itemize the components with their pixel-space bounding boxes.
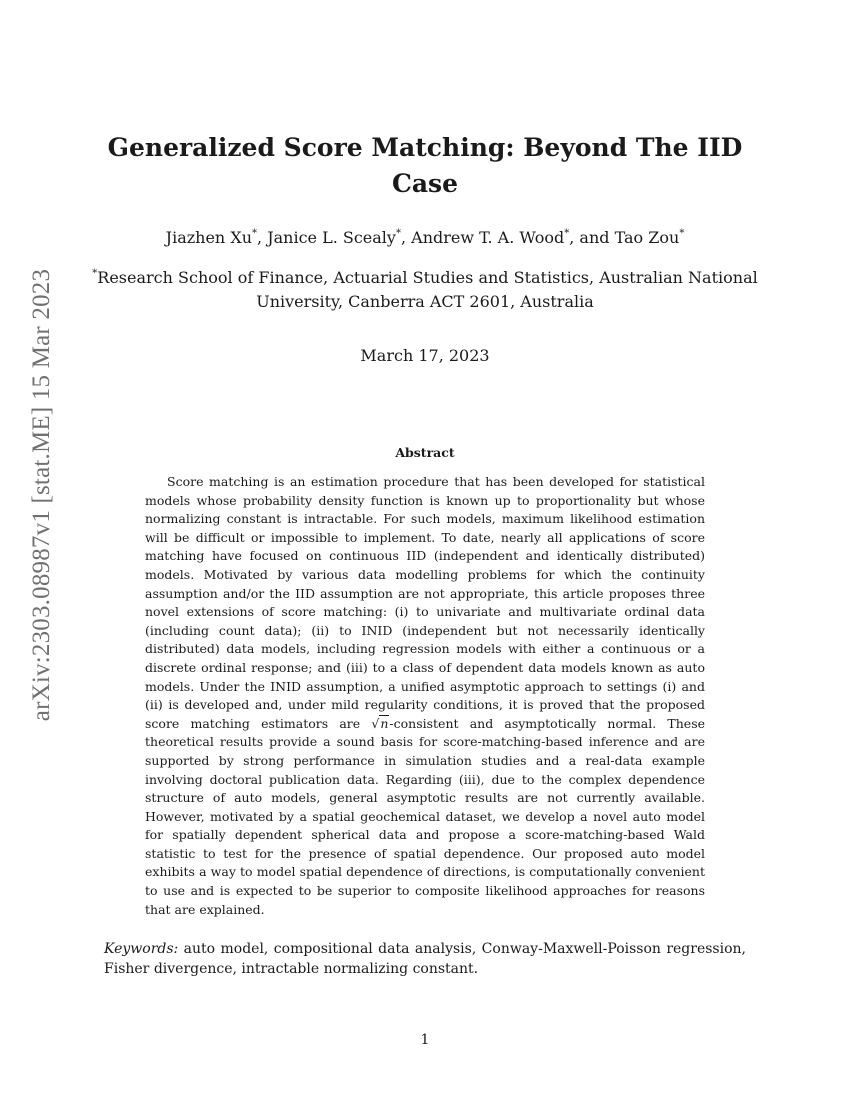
keywords-label: Keywords: [104, 941, 179, 957]
author-name: Jiazhen Xu [165, 228, 253, 247]
abstract-text-part-2: -consistent and asymptotically normal. These theoretical results provide a sound basis for score-matching-based inference and are supported by strong performance in simulation studies and a real-data example involving doctoral publication data. Regarding (iii), due to the complex dependence structure of auto models, general asymptotic results are not currently available. However, motivated by a spatial geochemical dataset, we develop a novel auto model for spatially dependent spherical data and propose a score-matching-based Wald statistic to test for the presence of spatial dependence. Our proposed auto model exhibits a way to model spatial dependence of directions, is computationally convenient to use and is expected to be superior to composite likelihood approaches for reasons that are explained. [145, 715, 706, 917]
author-list [80, 228, 770, 248]
affiliation-mark: * [679, 228, 685, 239]
affiliation-mark: * [564, 228, 570, 239]
abstract-text-part-1: Score matching is an estimation procedure that has been developed for statistical models whose probability density function is known up to proportionality but whose normalizing constant is intractable. For such models, maximum likelihood estimation will be difficult or impossible to implement. To date, nearly all applications of score matching have focused on continuous IID (independent and identically distributed) models. Motivated by various data modelling problems for which the continuity assumption and/or the IID assumption are not appropriate, this article proposes three novel extensions of score matching: (i) to univariate and multivariate ordinal data (including count data); (ii) to INID (independent but not necessarily identically distributed) data models, including regression models with either a continuous or a discrete ordinal response; and (iii) to a class of dependent data models known as auto models. Under the INID assumption, a unified asymptotic approach to settings (i) and (ii) is developed and, under mild regularity conditions, it is proved that the proposed score matching estimators are [145, 474, 705, 731]
paper-title: Generalized Score Matching: Beyond The IID Case [107, 133, 743, 198]
affiliation [90, 266, 760, 314]
sqrt-symbol: √ [371, 715, 380, 731]
affiliation-mark: * [395, 228, 401, 239]
affiliation-text: Research School of Finance, Actuarial Studies and Statistics, Australian National University, Canberra ACT 2601, Australia [97, 268, 758, 311]
arxiv-side-stamp [22, 268, 62, 722]
sqrt-radicand: n [380, 715, 389, 731]
affiliation-mark: * [252, 228, 258, 239]
author-name: Janice L. Scealy [267, 228, 396, 247]
author-separator: , [400, 228, 412, 247]
publication-date: March 17, 2023 [360, 346, 490, 365]
affiliation-mark: * [92, 268, 98, 279]
keywords-text: auto model, compositional data analysis, Conway-Maxwell-Poisson regression, Fisher divergence, intractable normalizing constant. [104, 941, 746, 977]
page-number: 1 [420, 1032, 430, 1048]
author-separator: , and [569, 228, 615, 247]
author-name: Andrew T. A. Wood [411, 228, 565, 247]
author-separator: , [257, 228, 268, 247]
arxiv-identifier: arXiv:2303.08987v1 [stat.ME] 15 Mar 2023 [28, 268, 56, 722]
abstract-body [145, 473, 705, 919]
sqrt-n-formula [371, 715, 389, 731]
keywords [104, 939, 746, 979]
author-name: Tao Zou [614, 228, 680, 247]
abstract-heading: Abstract [395, 445, 455, 460]
